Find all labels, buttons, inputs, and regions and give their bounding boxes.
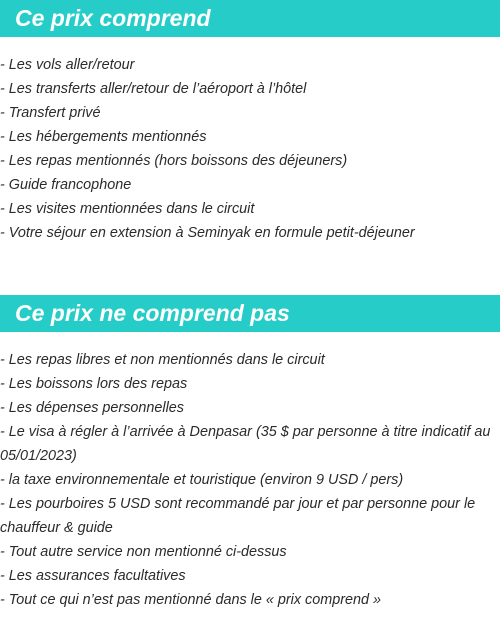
excludes-item: - Les boissons lors des repas [0, 376, 188, 392]
excludes-item: - Les repas libres et non mentionnés dans le circuit [0, 352, 325, 368]
excludes-list [0, 348, 500, 612]
includes-heading: Ce prix comprend [0, 0, 500, 37]
includes-item: - Les hébergements mentionnés [0, 129, 207, 145]
excludes-item: - Le visa à régler à l’arrivée à Denpasar (35 $ par personne à titre indicatif au 05/01/2023) [0, 424, 491, 464]
excludes-item: - Les assurances facultatives [0, 568, 186, 584]
excludes-heading: Ce prix ne comprend pas [0, 295, 500, 332]
includes-item: - Les visites mentionnées dans le circuit [0, 201, 255, 217]
includes-item: - Guide francophone [0, 177, 132, 193]
includes-item: - Votre séjour en extension à Seminyak en formule petit-déjeuner [0, 225, 415, 241]
excludes-item: - la taxe environnementale et touristique (environ 9 USD / pers) [0, 472, 404, 488]
includes-item: - Les repas mentionnés (hors boissons des déjeuners) [0, 153, 348, 169]
excludes-item: - Les dépenses personnelles [0, 400, 185, 416]
excludes-item: - Tout ce qui n’est pas mentionné dans le « prix comprend » [0, 592, 382, 608]
excludes-item: - Les pourboires 5 USD sont recommandé par jour et par personne pour le chauffeur & guide [0, 496, 476, 536]
includes-item: - Les transferts aller/retour de l’aéroport à l’hôtel [0, 81, 307, 97]
includes-item: - Transfert privé [0, 105, 101, 121]
includes-list [0, 53, 500, 245]
excludes-item: - Tout autre service non mentionné ci-dessus [0, 544, 287, 560]
includes-item: - Les vols aller/retour [0, 57, 135, 73]
